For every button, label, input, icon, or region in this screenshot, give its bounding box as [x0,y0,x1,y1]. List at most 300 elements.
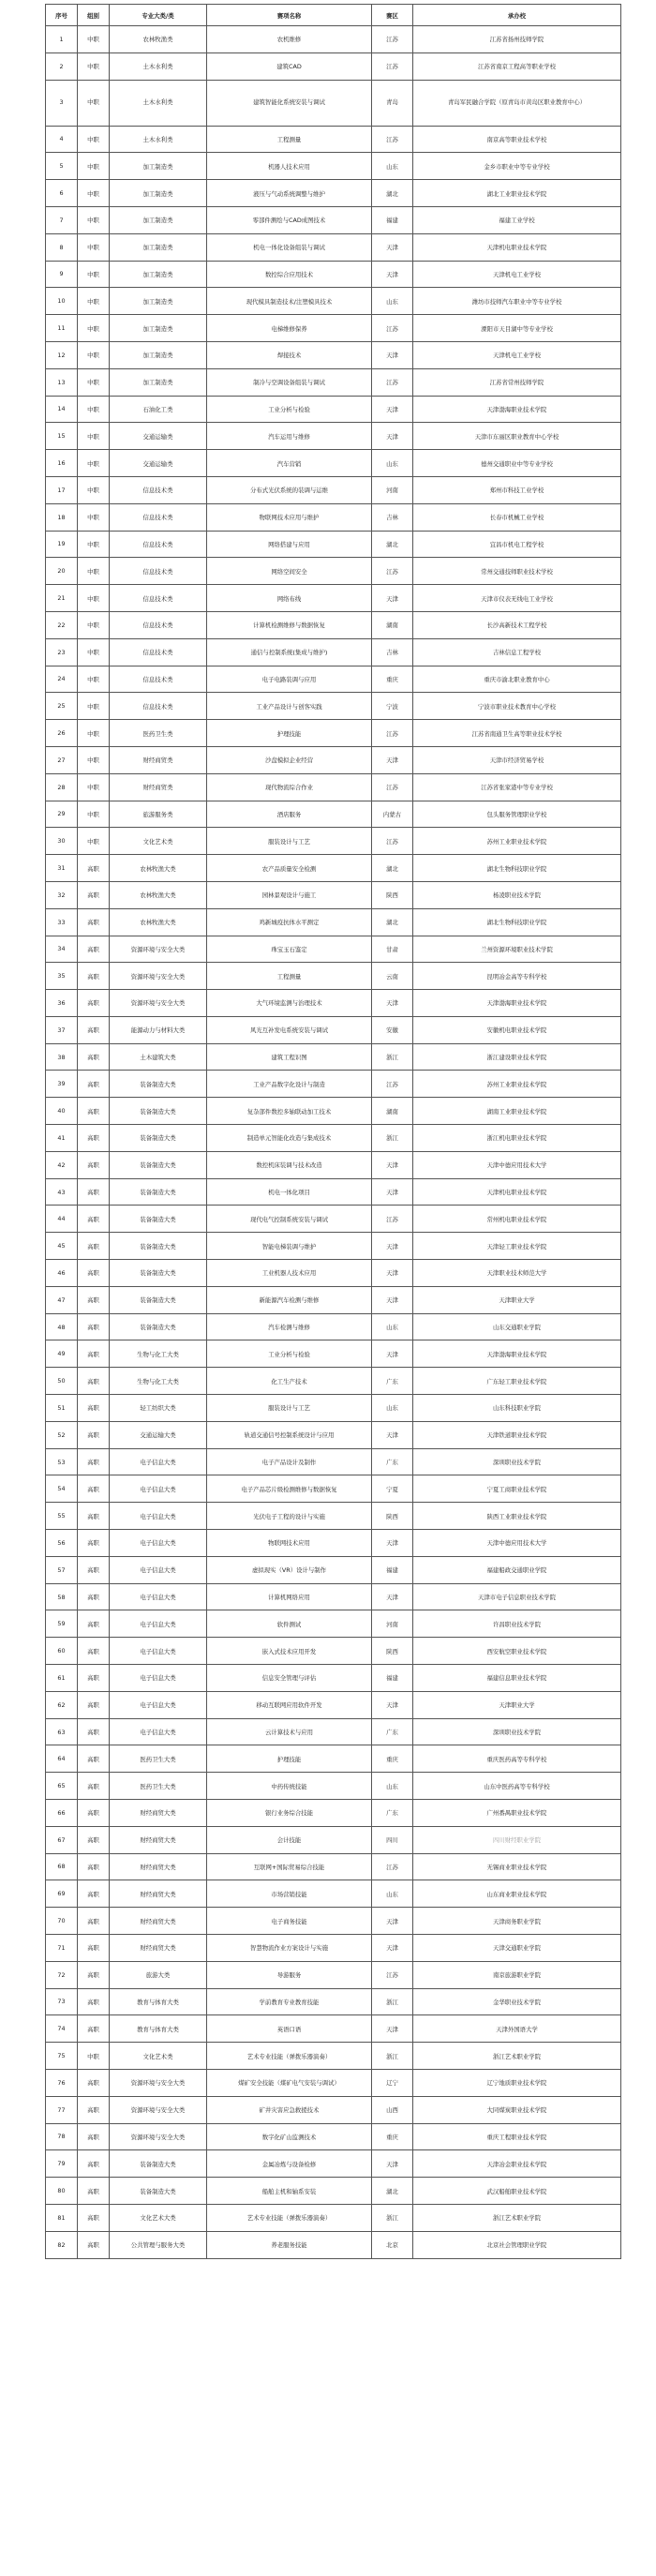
cell-serial: 80 [46,2178,78,2205]
header-group: 组别 [78,5,110,26]
cell-region: 天津 [372,233,413,261]
cell-serial: 73 [46,1988,78,2015]
cell-event-name: 光伏电子工程的设计与实施 [207,1503,372,1530]
cell-category: 装备制造大类 [110,1151,207,1178]
cell-host-school: 江苏省常州技师学院 [413,368,621,396]
cell-event-name: 汽车营销 [207,450,372,477]
cell-host-school: 郑州市科技工业学校 [413,476,621,503]
table-row [46,773,621,801]
cell-serial: 9 [46,261,78,288]
cell-category: 装备制造大类 [110,1260,207,1287]
cell-region: 江苏 [372,720,413,747]
cell-event-name: 分布式光伏系统的装调与运维 [207,476,372,503]
cell-event-name: 电子电路装调与应用 [207,666,372,693]
cell-event-name: 制造单元智能化改造与集成技术 [207,1125,372,1152]
cell-category: 财经商贸类 [110,773,207,801]
cell-region: 四川 [372,1826,413,1853]
cell-serial: 79 [46,2150,78,2178]
cell-host-school: 北京社会管理职业学院 [413,2231,621,2258]
cell-serial: 46 [46,1260,78,1287]
table-row [46,2178,621,2205]
cell-region: 天津 [372,261,413,288]
cell-group: 高职 [78,2231,110,2258]
cell-region: 广东 [372,1718,413,1745]
cell-host-school: 湖北生物科技职业学院 [413,855,621,882]
cell-serial: 65 [46,1773,78,1800]
cell-group: 高职 [78,1395,110,1422]
cell-host-school: 浙江艺术职业学院 [413,2043,621,2070]
table-row [46,1800,621,1827]
cell-region: 福建 [372,206,413,233]
cell-region: 天津 [372,1260,413,1287]
cell-event-name: 建筑工程识图 [207,1043,372,1071]
cell-category: 信息技术类 [110,693,207,720]
cell-group: 高职 [78,1556,110,1583]
table-row [46,2069,621,2096]
cell-category: 电子信息大类 [110,1448,207,1475]
cell-group: 高职 [78,1961,110,1988]
cell-group: 中职 [78,206,110,233]
table-row [46,476,621,503]
cell-category: 教育与体育大类 [110,2015,207,2043]
cell-serial: 24 [46,666,78,693]
table-row [46,1260,621,1287]
cell-host-school: 宁波市职业技术教育中心学校 [413,693,621,720]
cell-category: 交通运输大类 [110,1421,207,1448]
cell-event-name: 软件测试 [207,1610,372,1638]
cell-category: 旅游服务类 [110,801,207,828]
cell-serial: 41 [46,1125,78,1152]
cell-serial: 56 [46,1530,78,1557]
cell-category: 财经商贸大类 [110,1800,207,1827]
cell-host-school: 福建船政交通职业学院 [413,1556,621,1583]
table-row [46,1421,621,1448]
cell-group: 中职 [78,26,110,53]
cell-region: 天津 [372,2150,413,2178]
cell-event-name: 智慧物流作业方案设计与实施 [207,1934,372,1961]
cell-serial: 64 [46,1745,78,1773]
cell-category: 装备制造大类 [110,1206,207,1233]
table-row [46,1340,621,1368]
cell-category: 交通运输类 [110,423,207,450]
cell-host-school: 许昌职业技术学院 [413,1610,621,1638]
cell-group: 高职 [78,1016,110,1043]
cell-region: 天津 [372,1151,413,1178]
cell-event-name: 鸡新城疫抗体水平测定 [207,908,372,936]
cell-group: 高职 [78,1853,110,1880]
cell-category: 信息技术类 [110,666,207,693]
cell-category: 文化艺术类 [110,2043,207,2070]
header-serial: 序号 [46,5,78,26]
cell-event-name: 新能源汽车检测与维修 [207,1286,372,1313]
cell-region: 湖北 [372,855,413,882]
table-row [46,1908,621,1935]
table-row [46,1745,621,1773]
cell-region: 山东 [372,450,413,477]
cell-group: 中职 [78,828,110,855]
cell-serial: 54 [46,1475,78,1503]
cell-category: 能源动力与材料大类 [110,1016,207,1043]
cell-category: 医药卫生大类 [110,1745,207,1773]
cell-region: 河南 [372,1610,413,1638]
cell-region: 内蒙古 [372,801,413,828]
cell-serial: 76 [46,2069,78,2096]
cell-group: 高职 [78,1043,110,1071]
cell-serial: 39 [46,1071,78,1098]
cell-host-school: 溧阳市天目湖中等专业学校 [413,315,621,342]
cell-host-school: 重庆市渝北职业教育中心 [413,666,621,693]
cell-region: 陕西 [372,881,413,908]
cell-category: 教育与体育大类 [110,1988,207,2015]
cell-category: 装备制造大类 [110,1313,207,1340]
cell-host-school: 深圳职业技术学院 [413,1718,621,1745]
cell-serial: 38 [46,1043,78,1071]
cell-region: 陕西 [372,1503,413,1530]
cell-host-school: 浙江艺术职业学院 [413,2204,621,2231]
table-row [46,801,621,828]
cell-region: 天津 [372,396,413,423]
cell-category: 加工制造类 [110,341,207,368]
cell-serial: 48 [46,1313,78,1340]
cell-group: 高职 [78,1988,110,2015]
cell-serial: 81 [46,2204,78,2231]
cell-serial: 53 [46,1448,78,1475]
cell-region: 天津 [372,746,413,773]
cell-serial: 10 [46,288,78,315]
cell-group: 中职 [78,611,110,638]
cell-group: 高职 [78,1934,110,1961]
cell-group: 高职 [78,1638,110,1665]
cell-serial: 13 [46,368,78,396]
table-row [46,1098,621,1125]
table-row [46,2015,621,2043]
cell-host-school: 天津铁道职业技术学院 [413,1421,621,1448]
cell-serial: 11 [46,315,78,342]
cell-serial: 4 [46,126,78,153]
cell-serial: 49 [46,1340,78,1368]
cell-group: 高职 [78,1178,110,1206]
cell-group: 中职 [78,801,110,828]
cell-host-school: 江苏省张家港中等专业学校 [413,773,621,801]
cell-serial: 28 [46,773,78,801]
cell-event-name: 现代物流综合作业 [207,773,372,801]
table-row [46,908,621,936]
cell-serial: 44 [46,1206,78,1233]
cell-host-school: 安徽机电职业技术学院 [413,1016,621,1043]
cell-serial: 37 [46,1016,78,1043]
cell-group: 中职 [78,693,110,720]
cell-event-name: 网络布线 [207,585,372,612]
cell-serial: 18 [46,503,78,531]
cell-host-school: 天津市东丽区职业教育中心学校 [413,423,621,450]
table-row [46,1638,621,1665]
cell-event-name: 电子产品设计及制作 [207,1448,372,1475]
cell-event-name: 零部件测绘与CAD成图技术 [207,206,372,233]
cell-host-school: 常州机电职业技术学院 [413,1206,621,1233]
cell-host-school: 宁夏工商职业技术学院 [413,1475,621,1503]
cell-host-school: 广州番禺职业技术学院 [413,1800,621,1827]
cell-event-name: 轨道交通信号控制系统设计与应用 [207,1421,372,1448]
cell-group: 高职 [78,963,110,990]
table-row [46,666,621,693]
cell-serial: 1 [46,26,78,53]
cell-category: 电子信息大类 [110,1583,207,1610]
cell-serial: 36 [46,990,78,1017]
cell-event-name: 工业分析与检验 [207,1340,372,1368]
cell-serial: 8 [46,233,78,261]
table-row [46,531,621,558]
cell-group: 高职 [78,1800,110,1827]
cell-serial: 72 [46,1961,78,1988]
cell-event-name: 建筑CAD [207,52,372,80]
cell-category: 交通运输类 [110,450,207,477]
cell-event-name: 大气环境监测与治理技术 [207,990,372,1017]
cell-event-name: 制冷与空调设备组装与调试 [207,368,372,396]
table-row [46,233,621,261]
table-row [46,1853,621,1880]
table-row [46,855,621,882]
table-row [46,315,621,342]
cell-category: 农林牧渔大类 [110,855,207,882]
cell-group: 高职 [78,1286,110,1313]
cell-region: 云南 [372,963,413,990]
cell-serial: 2 [46,52,78,80]
cell-group: 中职 [78,558,110,585]
cell-category: 资源环境与安全大类 [110,2096,207,2123]
cell-event-name: 汽车运用与维修 [207,423,372,450]
cell-group: 高职 [78,1098,110,1125]
cell-host-school: 杨凌职业技术学院 [413,881,621,908]
cell-region: 江苏 [372,52,413,80]
competition-table [45,4,621,2259]
cell-group: 高职 [78,1421,110,1448]
cell-category: 装备制造大类 [110,1125,207,1152]
table-row [46,1773,621,1800]
cell-category: 加工制造类 [110,206,207,233]
table-row [46,1691,621,1718]
table-row [46,693,621,720]
cell-group: 中职 [78,2043,110,2070]
cell-region: 山东 [372,1313,413,1340]
cell-event-name: 液压与气动系统调整与维护 [207,180,372,207]
table-row [46,126,621,153]
table-row [46,881,621,908]
cell-host-school: 湖北工业职业技术学院 [413,180,621,207]
cell-event-name: 风光互补发电系统安装与调试 [207,1016,372,1043]
table-row [46,746,621,773]
cell-host-school: 山东科技职业学院 [413,1395,621,1422]
table-row [46,611,621,638]
cell-event-name: 服装设计与工艺 [207,828,372,855]
header-host-school: 承办校 [413,5,621,26]
cell-region: 天津 [372,1286,413,1313]
table-row [46,1826,621,1853]
cell-host-school: 武汉船舶职业技术学院 [413,2178,621,2205]
table-row [46,368,621,396]
table-row [46,828,621,855]
cell-host-school: 天津渤海职业技术学院 [413,396,621,423]
cell-event-name: 工业产品数字化设计与制造 [207,1071,372,1098]
cell-group: 中职 [78,423,110,450]
cell-host-school: 天津市仪表无线电工业学校 [413,585,621,612]
cell-event-name: 电子产品芯片级检测维修与数据恢复 [207,1475,372,1503]
cell-host-school: 天津职业大学 [413,1286,621,1313]
cell-region: 天津 [372,1908,413,1935]
table-row [46,1448,621,1475]
cell-event-name: 网络空间安全 [207,558,372,585]
table-row [46,396,621,423]
cell-serial: 78 [46,2123,78,2150]
table-row [46,558,621,585]
cell-region: 天津 [372,1178,413,1206]
cell-event-name: 酒店服务 [207,801,372,828]
cell-region: 福建 [372,1665,413,1692]
cell-serial: 31 [46,855,78,882]
cell-event-name: 沙盘模拟企业经营 [207,746,372,773]
cell-region: 青岛 [372,80,413,126]
table-row [46,1043,621,1071]
cell-host-school: 德州交通职业中等专业学校 [413,450,621,477]
cell-event-name: 数控综合应用技术 [207,261,372,288]
cell-host-school: 苏州工业职业技术学院 [413,1071,621,1098]
cell-region: 广东 [372,1368,413,1395]
cell-host-school: 浙江建设职业技术学院 [413,1043,621,1071]
cell-serial: 45 [46,1233,78,1260]
cell-category: 信息技术类 [110,558,207,585]
cell-host-school: 天津中德应用技术大学 [413,1530,621,1557]
cell-event-name: 矿井灾害应急救援技术 [207,2096,372,2123]
table-row [46,2150,621,2178]
cell-region: 湖北 [372,180,413,207]
cell-host-school: 金乡市职业中等专业学校 [413,153,621,180]
cell-region: 湖南 [372,1098,413,1125]
cell-event-name: 焊接技术 [207,341,372,368]
cell-group: 高职 [78,1125,110,1152]
cell-region: 江苏 [372,828,413,855]
header-region: 赛区 [372,5,413,26]
cell-host-school: 昆明冶金高等专科学校 [413,963,621,990]
cell-group: 高职 [78,1206,110,1233]
cell-region: 江苏 [372,26,413,53]
cell-region: 江苏 [372,126,413,153]
cell-region: 辽宁 [372,2069,413,2096]
cell-host-school: 辽宁地质职业技术学院 [413,2069,621,2096]
cell-category: 电子信息大类 [110,1610,207,1638]
cell-event-name: 农机维修 [207,26,372,53]
cell-region: 江苏 [372,1961,413,1988]
cell-group: 中职 [78,531,110,558]
table-body [46,26,621,2259]
cell-serial: 34 [46,936,78,963]
cell-group: 中职 [78,52,110,80]
cell-region: 天津 [372,341,413,368]
cell-region: 河南 [372,476,413,503]
cell-event-name: 煤矿安全技能（煤矿电气安装与调试） [207,2069,372,2096]
cell-category: 信息技术类 [110,638,207,666]
cell-category: 电子信息大类 [110,1475,207,1503]
cell-group: 高职 [78,990,110,1017]
cell-group: 高职 [78,908,110,936]
cell-region: 天津 [372,585,413,612]
cell-category: 电子信息大类 [110,1691,207,1718]
table-row [46,1233,621,1260]
cell-serial: 16 [46,450,78,477]
cell-event-name: 机器人技术应用 [207,153,372,180]
table-row [46,1665,621,1692]
cell-host-school: 天津市经济贸易学校 [413,746,621,773]
cell-serial: 51 [46,1395,78,1422]
cell-serial: 74 [46,2015,78,2043]
cell-host-school: 陕西工业职业技术学院 [413,1503,621,1530]
cell-region: 天津 [372,423,413,450]
cell-event-name: 养老服务技能 [207,2231,372,2258]
cell-region: 广东 [372,1448,413,1475]
cell-region: 吉林 [372,503,413,531]
cell-serial: 32 [46,881,78,908]
cell-serial: 17 [46,476,78,503]
cell-region: 重庆 [372,2123,413,2150]
cell-group: 高职 [78,2150,110,2178]
cell-host-school: 浙江机电职业技术学院 [413,1125,621,1152]
cell-group: 高职 [78,2178,110,2205]
cell-region: 天津 [372,1583,413,1610]
cell-region: 湖北 [372,2178,413,2205]
table-row [46,1556,621,1583]
cell-event-name: 机电一体化项目 [207,1178,372,1206]
cell-group: 中职 [78,666,110,693]
cell-host-school: 深圳职业技术学院 [413,1448,621,1475]
cell-group: 高职 [78,2204,110,2231]
cell-group: 中职 [78,638,110,666]
cell-region: 广东 [372,1800,413,1827]
cell-host-school: 大同煤炭职业技术学院 [413,2096,621,2123]
cell-category: 加工制造类 [110,233,207,261]
cell-group: 中职 [78,126,110,153]
cell-serial: 12 [46,341,78,368]
cell-host-school: 天津渤海职业技术学院 [413,990,621,1017]
cell-serial: 19 [46,531,78,558]
cell-region: 天津 [372,1934,413,1961]
cell-region: 陕西 [372,1638,413,1665]
cell-serial: 35 [46,963,78,990]
table-row [46,1961,621,1988]
cell-group: 高职 [78,936,110,963]
cell-host-school: 天津职业大学 [413,1691,621,1718]
cell-host-school: 广东轻工职业技术学院 [413,1368,621,1395]
cell-group: 高职 [78,1610,110,1638]
cell-host-school: 山东商业职业技术学院 [413,1880,621,1908]
cell-category: 加工制造类 [110,368,207,396]
cell-serial: 63 [46,1718,78,1745]
cell-region: 江苏 [372,315,413,342]
cell-region: 山西 [372,2096,413,2123]
cell-category: 旅游大类 [110,1961,207,1988]
cell-event-name: 服装设计与工艺 [207,1395,372,1422]
cell-region: 天津 [372,2015,413,2043]
cell-event-name: 工业产品设计与创客实践 [207,693,372,720]
cell-region: 山东 [372,153,413,180]
cell-group: 中职 [78,746,110,773]
cell-event-name: 汽车检测与维修 [207,1313,372,1340]
cell-serial: 27 [46,746,78,773]
cell-event-name: 数字化矿山监测技术 [207,2123,372,2150]
cell-category: 资源环境与安全大类 [110,2123,207,2150]
cell-category: 资源环境与安全大类 [110,2069,207,2096]
cell-event-name: 珠宝玉石鉴定 [207,936,372,963]
cell-group: 中职 [78,585,110,612]
cell-event-name: 金属冶炼与设备检修 [207,2150,372,2178]
cell-group: 中职 [78,233,110,261]
